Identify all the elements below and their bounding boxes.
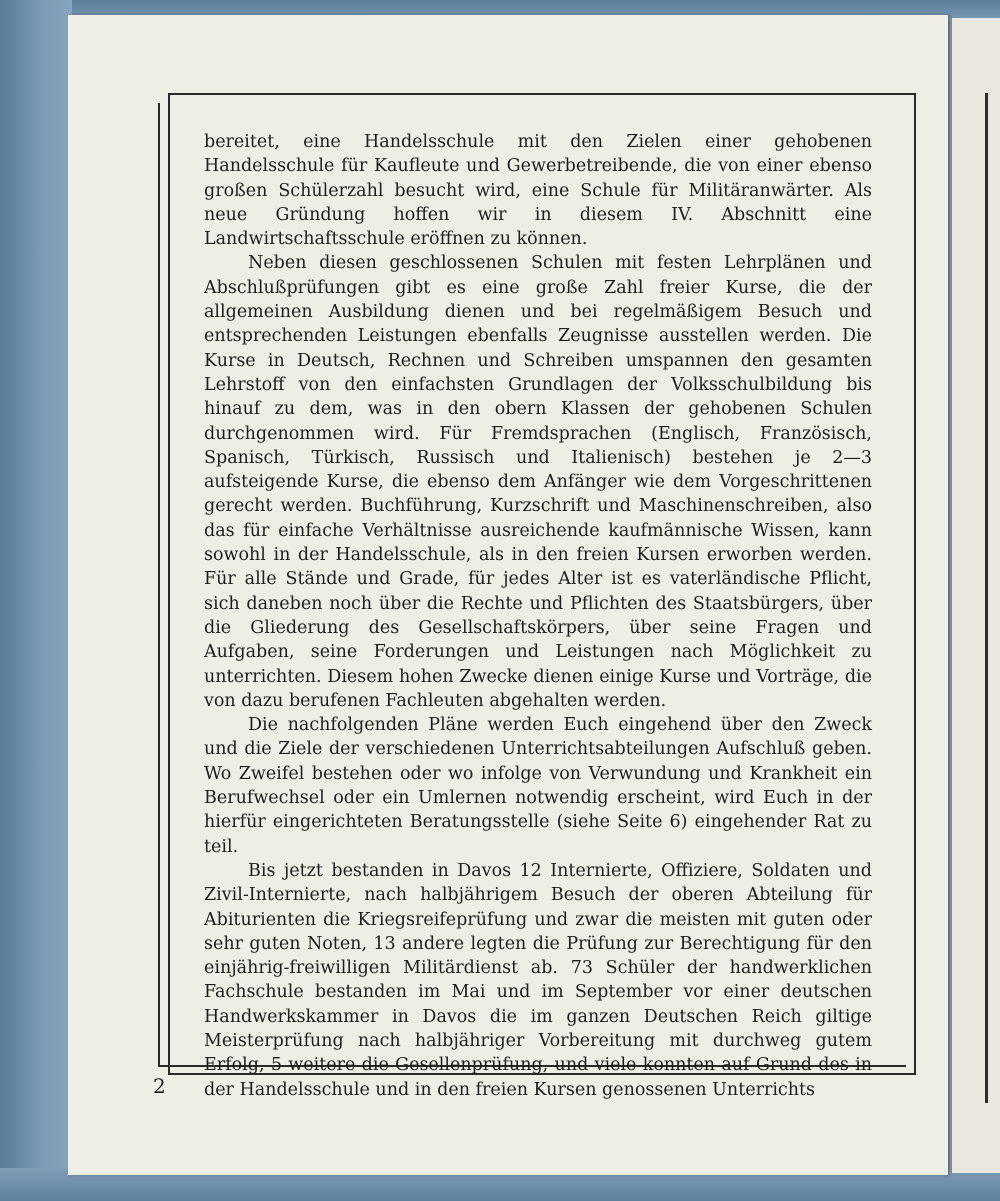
paragraph-2: Neben diesen geschlossenen Schulen mit festen Lehrplänen und Abschlußprüfungen gibt es eine große Zahl freier Kurse, die der allgemeinen Ausbildung dienen und bei regelmäßigem Besuch und entsprechenden Leistungen ebenfalls Zeugnisse ausstellen werden. Die Kurse in Deutsch, Rechnen und Schreiben umspannen den gesamten Lehrstoff von den einfachsten Grundlagen der Volksschulbildung bis hinauf zu dem, was in den obern Klassen der gehobenen Schulen durchgenommen wird. Für Fremdsprachen (Englisch, Französisch, Spanisch, Türkisch, Russisch und Italienisch) bestehen je 2—3 aufsteigende Kurse, die ebenso dem Anfänger wie dem Vorgeschrittenen gerecht werden. Buchführung, Kurzschrift und Maschinenschreiben, also das für einfache Verhältnisse ausreichende kaufmännische Wissen, kann sowohl in der Handelsschule, als in den freien Kursen erworben werden. Für alle Stände und Grade, für jedes Alter ist es vaterländische Pflicht, sich daneben noch über die Rechte und Pflichten des Staatsbürgers, über die Gliederung des Gesellschaftskörpers, über seine Fragen und Aufgaben, seine Forderungen und Leistungen nach Möglichkeit zu unterrichten. Diesem hohen Zwecke dienen einige Kurse und Vorträge, die von dazu berufenen Fachleuten abgehalten werden. xyxy=(204,253,872,711)
paragraph-3: Die nachfolgenden Pläne werden Euch eingehend über den Zweck und die Ziele der verschiedenen Unterrichtsabteilungen Aufschluß geben. Wo Zweifel bestehen oder wo infolge von Verwundung und Krankheit ein Berufwechsel oder ein Umlernen notwendig erscheint, wird Euch in der hierfür eingerichteten Beratungsstelle (siehe Seite 6) eingehender Rat zu teil. xyxy=(204,715,872,857)
paragraph-4: Bis jetzt bestanden in Davos 12 Internierte, Offiziere, Soldaten und Zivil-Internierte, nach halbjährigem Besuch der oberen Abteilung für Abiturienten die Kriegsreifeprüfung und zwar die meisten mit guten oder sehr guten Noten, 13 andere legten die Prüfung zur Berechtigung für den einjährig-freiwilligen Militärdienst ab. 73 Schüler der handwerklichen Fachschule bestanden im Mai und im September vor einer deutschen Handwerkskammer in Davos die im ganzen Deutschen Reich giltige Meisterprüfung nach halbjähriger Vorbereitung mit durchweg gutem Erfolg, 5 weitere die Gesellenprüfung, und viele konnten auf Grund des in der Handelsschule und in den freien Kursen genossenen Unterrichts xyxy=(204,860,872,1100)
adjacent-page-frame-line xyxy=(985,93,988,1103)
page-number: 2 xyxy=(153,1074,166,1098)
adjacent-page-edge xyxy=(950,18,1000,1173)
binder-cover-left xyxy=(0,0,72,1201)
body-text xyxy=(204,130,872,1102)
paragraph-1: bereitet, eine Handelsschule mit den Zielen einer gehobenen Handelsschule für Kaufleute und Gewerbetreibende, die von einer ebenso großen Schülerzahl besucht wird, eine Schule für Militäranwärter. Als neue Gründung hoffen wir in diesem IV. Abschnitt eine Landwirtschaftsschule eröffnen zu können. xyxy=(204,132,872,250)
